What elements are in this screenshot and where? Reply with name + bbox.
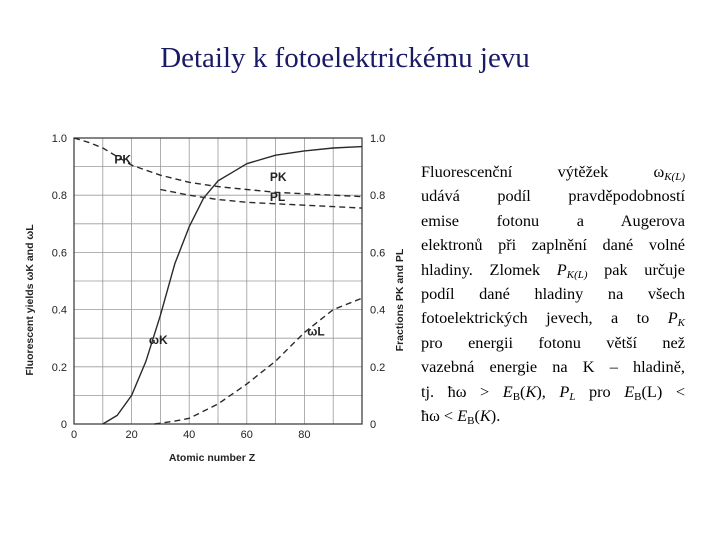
description-fragment: P xyxy=(559,381,570,401)
y-tick-label-left: 0.6 xyxy=(51,247,67,260)
description-fragment: P xyxy=(556,259,567,279)
x-tick-label: 40 xyxy=(183,429,196,441)
description-fragment: vazebná energie na K – hladině, xyxy=(421,357,685,377)
description-line xyxy=(421,306,685,330)
y-tick-label-left: 0 xyxy=(60,419,67,431)
y-axis-label-left: Fluorescent yields ωK and ωL xyxy=(24,224,36,376)
description-fragment: udává podíl pravděpodobností xyxy=(421,186,685,206)
description-fragment: ( xyxy=(520,381,526,401)
series-line-omega-k xyxy=(103,147,362,424)
y-tick-label-left: 0.2 xyxy=(51,361,67,374)
chart-ticks xyxy=(52,133,386,441)
series-line-omega-l xyxy=(155,298,362,424)
description-fragment: B xyxy=(634,390,642,403)
description-text xyxy=(421,160,685,428)
chart-annotations xyxy=(114,153,324,347)
y-tick-label-left: 0.8 xyxy=(51,190,67,203)
description-fragment: tj. ħω > xyxy=(421,381,503,401)
description-fragment: K xyxy=(677,317,685,330)
description-fragment: emise fotonu a Augerova xyxy=(421,210,685,230)
description-fragment: pak určuje xyxy=(587,259,685,279)
page-title: Detaily k fotoelektrickému jevu xyxy=(160,42,530,74)
description-line xyxy=(421,282,685,306)
y-tick-label-right: 0.8 xyxy=(370,190,386,203)
description-fragment: ( xyxy=(474,406,480,426)
series-line-pl xyxy=(160,190,362,209)
y-tick-label-right: 0 xyxy=(370,419,377,431)
x-tick-label: 60 xyxy=(240,429,253,441)
y-tick-label-right: 0.6 xyxy=(370,247,386,260)
chart-annotation: PK xyxy=(269,169,287,184)
description-fragment: B xyxy=(467,415,475,428)
description-fragment: P xyxy=(667,308,678,328)
chart-annotation: PK xyxy=(114,152,131,167)
description-fragment: elektronů při zaplnění dané volné xyxy=(421,235,685,255)
description-fragment: K(L) xyxy=(664,171,685,183)
y-tick-label-right: 0.2 xyxy=(370,361,386,374)
description-fragment: fotoelektrických jevech, a to xyxy=(421,308,668,328)
description-fragment: L xyxy=(569,390,576,403)
description-fragment: ω xyxy=(653,162,665,181)
description-fragment: E xyxy=(457,406,468,426)
description-fragment: K xyxy=(479,406,491,426)
description-fragment: hladiny. Zlomek xyxy=(421,259,557,279)
y-tick-label-left: 0.4 xyxy=(51,304,67,317)
description-line xyxy=(421,331,685,355)
chart-annotation: ωK xyxy=(148,332,168,347)
chart-annotation: ωL xyxy=(307,324,325,339)
description-fragment: pro xyxy=(575,381,625,401)
description-fragment: ). xyxy=(490,406,501,426)
y-tick-label-right: 0.4 xyxy=(370,304,386,317)
description-line xyxy=(421,380,685,404)
description-line xyxy=(421,355,685,379)
description-fragment: E xyxy=(624,381,635,401)
description-fragment: K xyxy=(525,381,537,401)
description-line xyxy=(421,184,685,208)
y-tick-label-right: 1.0 xyxy=(370,133,386,145)
x-tick-label: 0 xyxy=(70,429,78,441)
y-tick-label-left: 1.0 xyxy=(51,133,67,145)
description-fragment: (L) < xyxy=(641,381,686,401)
y-axis-label-right: Fractions PK and PL xyxy=(394,248,406,352)
description-fragment: K(L) xyxy=(566,268,588,281)
description-fragment: ), xyxy=(536,381,560,401)
description-line xyxy=(421,160,685,184)
chart-annotation: PL xyxy=(269,189,286,204)
description-fragment: podíl dané hladiny na všech xyxy=(421,284,685,304)
description-line xyxy=(421,209,685,233)
fluorescence-chart xyxy=(22,118,420,470)
description-fragment: Fluorescenční výtěžek xyxy=(421,162,654,181)
description-fragment: E xyxy=(502,381,513,401)
description-fragment: B xyxy=(512,390,521,403)
x-tick-label: 80 xyxy=(298,429,311,441)
description-line xyxy=(421,404,685,428)
description-fragment: pro energii fotonu větší než xyxy=(421,332,685,352)
x-tick-label: 20 xyxy=(125,429,138,441)
x-axis-label: Atomic number Z xyxy=(168,452,256,464)
description-line xyxy=(421,258,685,282)
description-fragment: ħω < xyxy=(421,406,458,426)
description-line xyxy=(421,233,685,257)
